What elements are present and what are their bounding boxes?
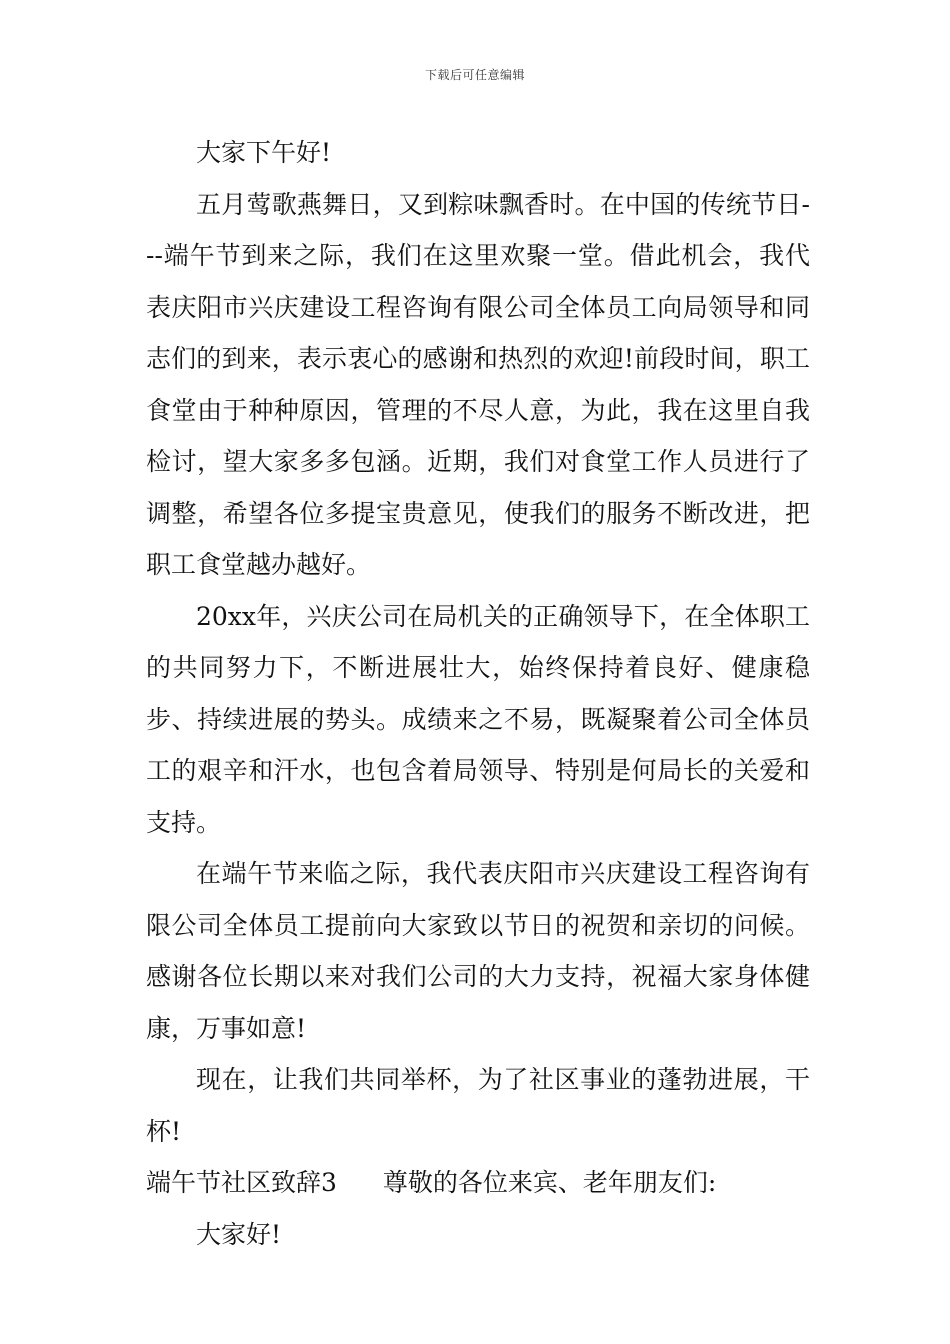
paragraph-3: 在端午节来临之际，我代表庆阳市兴庆建设工程咨询有限公司全体员工提前向大家致以节日的祝贺和亲切的问候。感谢各位长期以来对我们公司的大力支持，祝福大家身体健康，万事如意! xyxy=(146,859,810,1043)
greeting-paragraph: 大家下午好! xyxy=(196,138,332,167)
page-header: 下载后可任意编辑 xyxy=(424,68,525,82)
section-title: 端午节社区致辞3 xyxy=(146,1168,337,1197)
document-body xyxy=(146,127,810,1260)
section-salutation: 尊敬的各位来宾、老年朋友们: xyxy=(382,1168,717,1197)
section-heading-line xyxy=(146,1157,810,1209)
greeting-paragraph-2: 大家好! xyxy=(196,1219,282,1249)
paragraph-4: 现在，让我们共同举杯，为了社区事业的蓬勃进展，干杯! xyxy=(146,1065,810,1146)
paragraph-1: 五月莺歌燕舞日，又到粽味飘香时。在中国的传统节日---端午节到来之际，我们在这里欢聚一堂。借此机会，我代表庆阳市兴庆建设工程咨询有限公司全体员工向局领导和同志们的到来，表示衷心的感谢和热烈的欢迎!前段时间，职工食堂由于种种原因，管理的不尽人意，为此，我在这里自我检讨，望大家多多包涵。近期，我们对食堂工作人员进行了调整，希望各位多提宝贵意见，使我们的服务不断改进，把职工食堂越办越好。 xyxy=(146,189,810,579)
paragraph-2: 20xx年，兴庆公司在局机关的正确领导下，在全体职工的共同努力下，不断进展壮大，始终保持着良好、健康稳步、持续进展的势头。成绩来之不易，既凝聚着公司全体员工的艰辛和汗水，也包含着局领导、特别是何局长的关爱和支持。 xyxy=(146,601,810,837)
